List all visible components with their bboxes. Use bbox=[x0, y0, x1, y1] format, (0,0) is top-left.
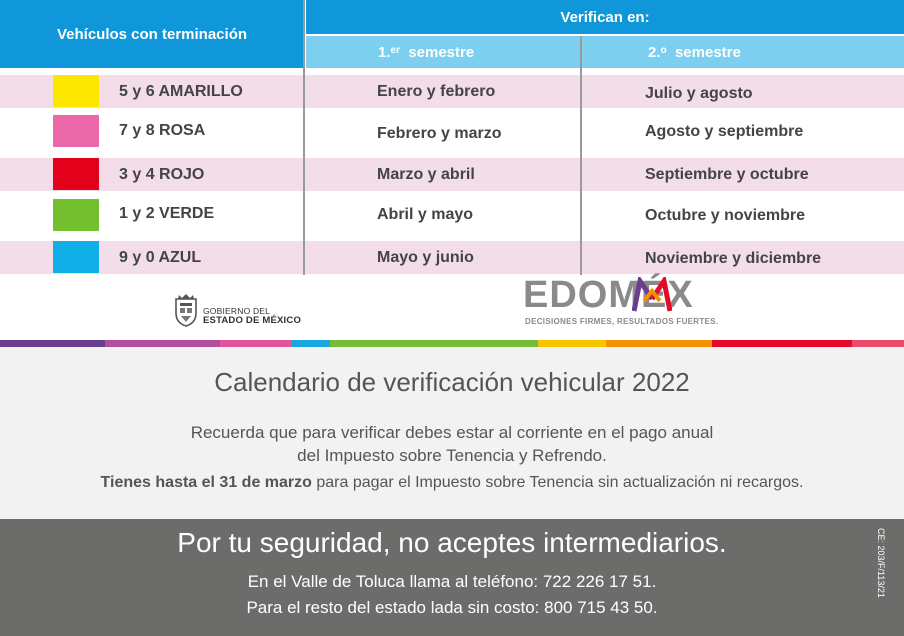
color-band-segment bbox=[606, 340, 712, 347]
row-label: 5 y 6 AMARILLO bbox=[119, 83, 243, 100]
row-sem2: Octubre y noviembre bbox=[645, 207, 806, 224]
row-sem2: Julio y agosto bbox=[645, 85, 753, 102]
color-band-segment bbox=[220, 340, 292, 347]
header-right-title: Verifican en: bbox=[560, 8, 650, 26]
sem1-number: 1. bbox=[378, 43, 391, 61]
row-sem2: Agosto y septiembre bbox=[645, 123, 804, 140]
header-verify-column bbox=[306, 0, 904, 34]
color-band-segment bbox=[105, 340, 220, 347]
sem1-sup: er bbox=[390, 44, 400, 56]
column-divider bbox=[580, 36, 582, 275]
color-swatch-red bbox=[53, 158, 99, 190]
color-swatch-green bbox=[53, 199, 99, 231]
header-vehicle-column bbox=[0, 0, 304, 68]
gobierno-logo-text bbox=[203, 306, 301, 326]
color-swatch-blue bbox=[53, 241, 99, 273]
row-label: 3 y 4 ROJO bbox=[119, 166, 205, 183]
row-sem2: Septiembre y octubre bbox=[645, 166, 809, 183]
row-sem1: Marzo y abril bbox=[377, 166, 475, 183]
row-label: 7 y 8 ROSA bbox=[119, 122, 206, 139]
reminder-text bbox=[0, 421, 904, 467]
row-sem1: Abril y mayo bbox=[377, 206, 474, 223]
header-semester-2 bbox=[582, 36, 904, 68]
edomex-rainbow-m-icon bbox=[632, 277, 672, 313]
gobierno-line2: ESTADO DE MÉXICO bbox=[203, 315, 302, 326]
deadline-text bbox=[0, 474, 904, 492]
row-sem2: Noviembre y diciembre bbox=[645, 250, 822, 267]
deadline-bold: Tienes hasta el 31 de marzo bbox=[100, 474, 312, 491]
deadline-rest: para pagar el Impuesto sobre Tenencia sin actualización ni recargos. bbox=[311, 474, 804, 491]
color-swatch-yellow bbox=[53, 75, 99, 107]
edomex-tagline: DECISIONES FIRMES, RESULTADOS FUERTES. bbox=[525, 317, 719, 326]
footer-phone-toluca: En el Valle de Toluca llama al teléfono: 722 226 17 51. bbox=[247, 572, 657, 591]
row-label: 9 y 0 AZUL bbox=[119, 249, 202, 266]
calendar-title: Calendario de verificación vehicular 2022 bbox=[214, 367, 690, 397]
footer-phone-state: Para el resto del estado lada sin costo: 800 715 43 50. bbox=[246, 598, 658, 617]
color-band-segment bbox=[330, 340, 538, 347]
footer-code: CE: 203/F/113/21 bbox=[876, 528, 886, 598]
color-band-segment bbox=[0, 340, 105, 347]
reminder-line1: Recuerda que para verificar debes estar al corriente en el pago anual bbox=[190, 423, 714, 442]
reminder-line2: del Impuesto sobre Tenencia y Refrendo. bbox=[297, 446, 607, 465]
sem1-word: semestre bbox=[408, 43, 475, 61]
coat-of-arms-icon bbox=[172, 293, 200, 327]
gobierno-line1: GOBIERNO DEL bbox=[203, 306, 271, 316]
edomex-logo: EDOMÉX bbox=[523, 274, 694, 316]
color-band-segment bbox=[852, 340, 904, 347]
color-band-segment bbox=[712, 340, 852, 347]
header-semester-1 bbox=[306, 36, 580, 68]
row-sem1: Febrero y marzo bbox=[377, 125, 502, 142]
color-swatch-pink bbox=[53, 115, 99, 147]
sem2-number: 2. bbox=[648, 43, 661, 61]
color-band-segment bbox=[538, 340, 606, 347]
footer-title: Por tu seguridad, no aceptes intermediarios. bbox=[177, 527, 727, 558]
header-left-title: Vehículos con terminación bbox=[56, 25, 248, 43]
column-divider bbox=[303, 0, 305, 275]
row-label: 1 y 2 VERDE bbox=[119, 205, 215, 222]
row-sem1: Enero y febrero bbox=[377, 83, 496, 100]
sem2-sup: o bbox=[660, 44, 667, 56]
row-sem1: Mayo y junio bbox=[377, 249, 474, 266]
sem2-word: semestre bbox=[674, 43, 741, 61]
color-band-segment bbox=[292, 340, 330, 347]
